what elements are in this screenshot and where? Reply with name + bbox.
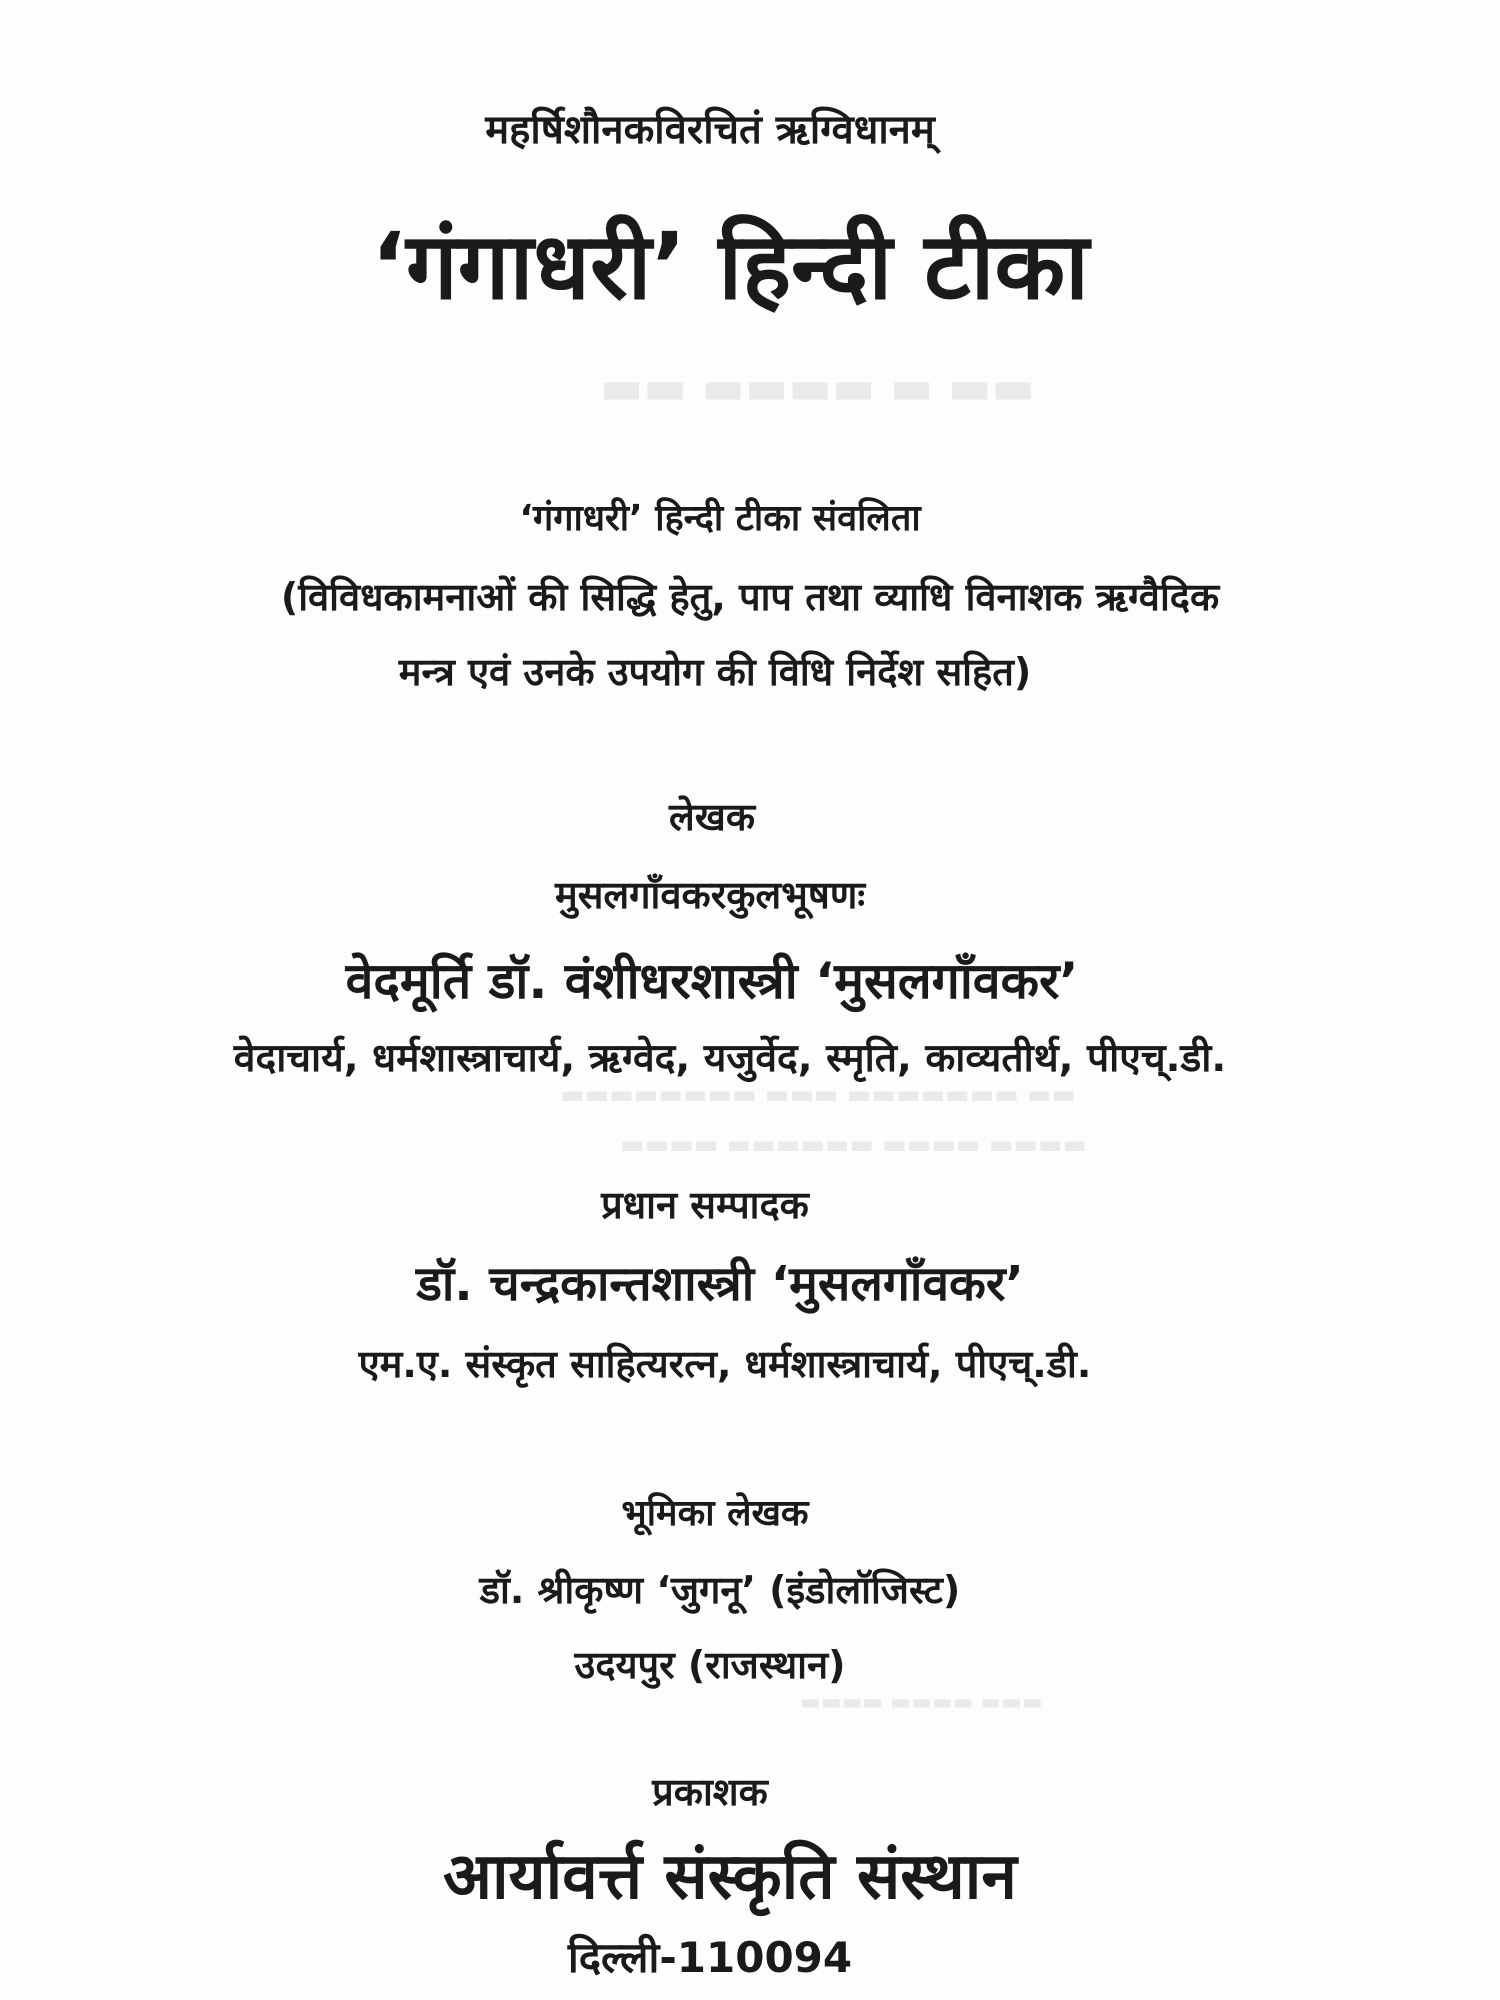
description-line-1: (विविधकामनाओं की सिद्धि हेतु, पाप तथा व्याधि विनाशक ऋग्वैदिक — [280, 575, 1220, 619]
show-through-block: ▬▬▬▬ ▬▬▬▬ ▬▬▬ — [800, 1690, 1043, 1715]
introduction-place: उदयपुर (राजस्थान) — [574, 1643, 846, 1687]
page-title: ‘गंगाधरी’ हिन्दी टीका — [371, 213, 1089, 320]
introduction-author: डॉ. श्रीकृष्ण ‘जुगनू’ (इंडोलॉजिस्ट) — [479, 1568, 961, 1612]
editor-qualifications: एम.ए. संस्कृत साहित्यरत्न, धर्मशास्त्राचार्य, पीएच्.डी. — [358, 1342, 1092, 1386]
introduction-heading: भूमिका लेखक — [621, 1493, 809, 1534]
publisher-city: दिल्ली-110094 — [567, 1933, 853, 1982]
description-line-2: मन्त्र एवं उनके उपयोग की विधि निर्देश सहित) — [398, 650, 1032, 694]
editor-name: डॉ. चन्द्रकान्तशास्त्री ‘मुसलगाँवकर’ — [416, 1256, 1024, 1312]
author-qualifications: वेदाचार्य, धर्मशास्त्राचार्य, ऋग्वेद, यजुर्वेद, स्मृति, काव्यतीर्थ, पीएच्.डी. — [233, 1036, 1227, 1081]
author-heading: लेखक — [668, 795, 756, 839]
work-subtitle: महर्षिशौनकविरचितं ऋग्विधानम् — [485, 107, 935, 153]
editor-heading: प्रधान सम्पादक — [601, 1183, 809, 1227]
show-through-block: ▬▬ ▬▬▬▬ ▬ ▬▬ — [600, 360, 1036, 414]
author-epithet: मुसलगाँवकरकुलभूषणः — [554, 873, 866, 917]
show-through-block: ▬▬▬▬▬▬▬▬ ▬▬▬ ▬▬▬▬▬▬▬ ▬▬ — [560, 1080, 1077, 1110]
commentary-line: ‘गंगाधरी’ हिन्दी टीका संवलिता — [519, 498, 921, 539]
publisher-name: आर्यावर्त्त संस्कृति संस्थान — [443, 1840, 1017, 1914]
show-through-block: ▬▬▬▬ ▬▬▬▬▬▬ ▬▬▬▬ ▬▬▬▬ — [620, 1130, 1087, 1160]
publisher-heading: प्रकाशक — [652, 1770, 768, 1814]
author-name: वेदमूर्ति डॉ. वंशीधरशास्त्री ‘मुसलगाँवकर’ — [345, 952, 1079, 1010]
